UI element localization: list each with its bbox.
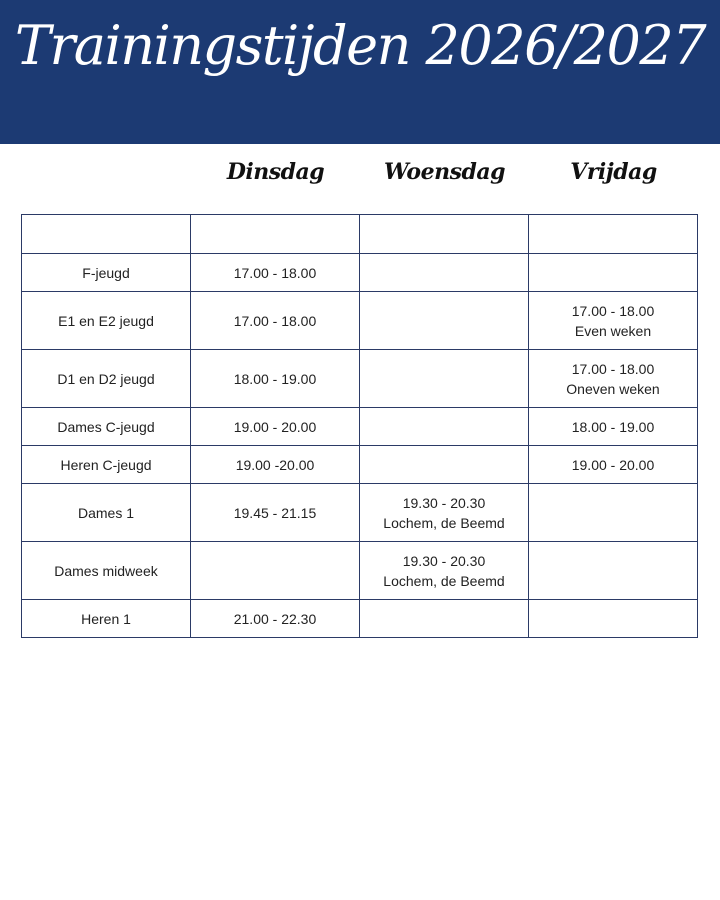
- team-cell: D1 en D2 jeugd: [22, 350, 191, 408]
- dinsdag-cell: 19.00 - 20.00: [191, 408, 360, 446]
- dinsdag-cell: [191, 542, 360, 600]
- cell-line: 19.30 - 20.30: [402, 552, 486, 569]
- title-banner: [0, 0, 720, 144]
- cell-line: 19.30 - 20.30: [402, 494, 486, 511]
- dinsdag-cell: 17.00 - 18.00: [191, 292, 360, 350]
- vrijdag-cell: [529, 215, 698, 254]
- day-header-vrijdag: Vrijdag: [570, 159, 657, 185]
- vrijdag-cell: [529, 292, 698, 350]
- vrijdag-cell: [529, 542, 698, 600]
- dinsdag-cell: 19.00 -20.00: [191, 446, 360, 484]
- schedule-table: [21, 214, 698, 638]
- dinsdag-cell: 21.00 - 22.30: [191, 600, 360, 638]
- team-cell: Dames 1: [22, 484, 191, 542]
- dinsdag-cell: 18.00 - 19.00: [191, 350, 360, 408]
- team-cell: Heren 1: [22, 600, 191, 638]
- cell-line: Oneven weken: [566, 380, 660, 397]
- cell-line: Lochem, de Beemd: [383, 572, 505, 589]
- table-row: [22, 292, 698, 350]
- team-cell: Dames C-jeugd: [22, 408, 191, 446]
- table-row: [22, 484, 698, 542]
- woensdag-cell: [360, 542, 529, 600]
- team-cell: Heren C-jeugd: [22, 446, 191, 484]
- table-row: [22, 215, 698, 254]
- vrijdag-cell: [529, 600, 698, 638]
- team-cell: [22, 215, 191, 254]
- table-row: [22, 350, 698, 408]
- table-row: [22, 542, 698, 600]
- woensdag-cell: [360, 350, 529, 408]
- team-cell: E1 en E2 jeugd: [22, 292, 191, 350]
- dinsdag-cell: [191, 215, 360, 254]
- vrijdag-cell: [529, 484, 698, 542]
- table-row: [22, 446, 698, 484]
- cell-line: Even weken: [574, 322, 652, 339]
- table-row: [22, 408, 698, 446]
- cell-line: 17.00 - 18.00: [571, 360, 655, 377]
- vrijdag-cell: [529, 446, 698, 484]
- woensdag-cell: [360, 484, 529, 542]
- page-title: Trainingstijden 2026/2027: [14, 14, 706, 77]
- dinsdag-cell: 19.45 - 21.15: [191, 484, 360, 542]
- woensdag-cell: [360, 215, 529, 254]
- team-cell: Dames midweek: [22, 542, 191, 600]
- team-cell: F-jeugd: [22, 254, 191, 292]
- cell-line: 17.00 - 18.00: [571, 302, 655, 319]
- woensdag-cell: [360, 446, 529, 484]
- vrijdag-cell: [529, 350, 698, 408]
- table-row: [22, 254, 698, 292]
- day-header-dinsdag: Dinsdag: [226, 159, 325, 185]
- vrijdag-cell: [529, 408, 698, 446]
- woensdag-cell: [360, 408, 529, 446]
- cell-line: 18.00 - 19.00: [571, 418, 655, 435]
- cell-line: Lochem, de Beemd: [383, 514, 505, 531]
- woensdag-cell: [360, 254, 529, 292]
- woensdag-cell: [360, 600, 529, 638]
- day-header-woensdag: Woensdag: [384, 159, 505, 185]
- woensdag-cell: [360, 292, 529, 350]
- cell-line: 19.00 - 20.00: [571, 456, 655, 473]
- dinsdag-cell: 17.00 - 18.00: [191, 254, 360, 292]
- vrijdag-cell: [529, 254, 698, 292]
- table-row: [22, 600, 698, 638]
